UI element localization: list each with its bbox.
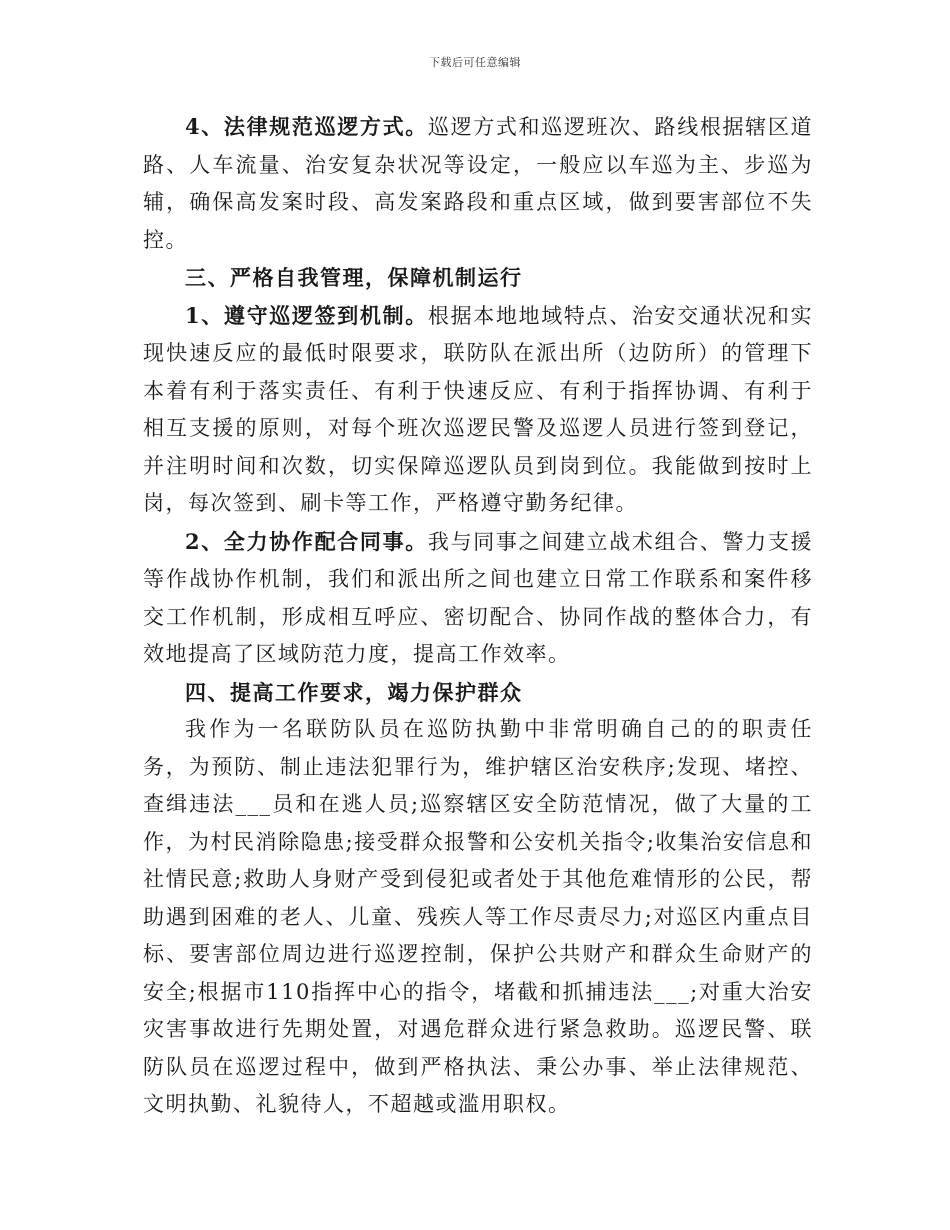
paragraph-duties: 我作为一名联防队员在巡防执勤中非常明确自己的的职责任务，为预防、制止违法犯罪行为，维护辖区治安秩序;发现、堵控、查缉违法___员和在逃人员;巡察辖区安全防范情况，做了大量的工作，为村民消除隐患;接受群众报警和公安机关指令;收集治安信息和社情民意;救助人身财产受到侵犯或者处于其他危难情形的公民，帮助遇到困难的老人、儿童、残疾人等工作尽责尽力;对巡区内重点目标、要害部位周边进行巡逻控制，保护公共财产和群众生命财产的安全;根据市110指挥中心的指令，堵截和抓捕违法___;对重大治安灾害事故进行先期处置，对遇危群众进行紧急救助。巡逻民警、联防队员在巡逻过程中，做到严格执法、秉公办事、举止法律规范、文明执勤、礼貌待人，不超越或滥用职权。	[143, 717, 813, 1116]
page-header-note: 下载后可任意编辑	[429, 56, 521, 69]
paragraph-text: 根据本地地域特点、治安交通状况和实现快速反应的最低时限要求，联防队在派出所（边防所）的管理下本着有利于落实责任、有利于快速反应、有利于指挥协调、有利于相互支援的原则，对每个班次巡逻民警及巡逻人员进行签到登记，并注明时间和次数，切实保障巡逻队员到岗到位。我能做到按时上岗，每次签到、刷卡等工作，严格遵守勤务纪律。	[143, 303, 813, 515]
paragraph-patrol-method	[143, 108, 813, 259]
paragraph-text: 巡逻方式和巡逻班次、路线根据辖区道路、人车流量、治安复杂状况等设定，一般应以车巡为主、步巡为辅，确保高发案时段、高发案路段和重点区域，做到要害部位不失控。	[143, 115, 813, 252]
paragraph-text: 我与同事之间建立战术组合、警力支援等作战协作机制，我们和派出所之间也建立日常工作联系和案件移交工作机制，形成相互呼应、密切配合、协同作战的整体合力，有效地提高了区域防范力度，提高工作效率。	[143, 529, 813, 666]
paragraph-cooperation	[143, 523, 813, 674]
paragraph-lead: 1、遵守巡逻签到机制。	[185, 302, 428, 328]
section-heading-3: 三、严格自我管理，保障机制运行	[185, 265, 523, 290]
paragraph-lead: 2、全力协作配合同事。	[185, 528, 428, 554]
document-body	[143, 108, 813, 1124]
section-heading-4: 四、提高工作要求，竭力保护群众	[185, 679, 523, 705]
paragraph-sign-in-mechanism	[143, 297, 813, 523]
paragraph-lead: 4、法律规范巡逻方式。	[185, 114, 428, 139]
